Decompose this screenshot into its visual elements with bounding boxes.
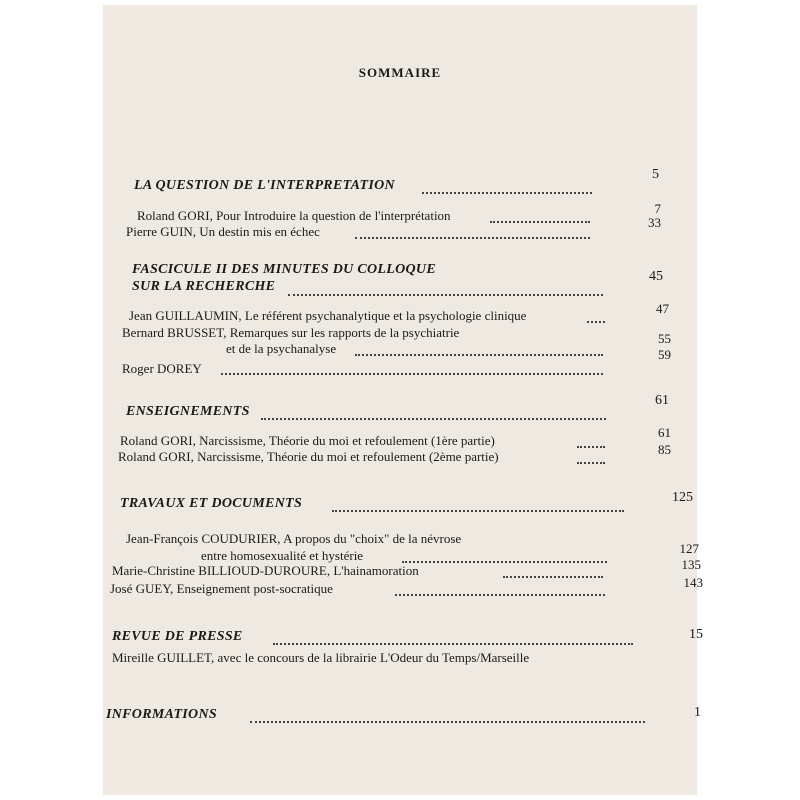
entry-page-number: 33 bbox=[648, 215, 661, 230]
entry-page-number: 59 bbox=[658, 347, 671, 362]
leader-dots bbox=[503, 576, 603, 578]
leader-dots bbox=[587, 321, 605, 323]
section-page-number: 15 bbox=[689, 627, 703, 642]
toc-entry: Pierre GUIN, Un destin mis en échec bbox=[126, 224, 320, 239]
section-page-number: 5 bbox=[652, 167, 659, 182]
section-title-informations: INFORMATIONS bbox=[106, 707, 217, 722]
toc-entry: Jean GUILLAUMIN, Le référent psychanalytique et la psychologie clinique bbox=[129, 308, 527, 323]
leader-dots bbox=[221, 373, 603, 375]
toc-entry-continuation: et de la psychanalyse bbox=[226, 341, 337, 356]
leader-dots bbox=[273, 643, 633, 645]
leader-dots bbox=[261, 418, 606, 420]
leader-dots bbox=[288, 294, 603, 296]
toc-entry: Roger DOREY bbox=[122, 361, 202, 376]
section-page-number: 1 bbox=[694, 705, 701, 720]
entry-page-number: 47 bbox=[656, 301, 669, 316]
toc-entry: Roland GORI, Narcissisme, Théorie du moi et refoulement (1ère partie) bbox=[120, 433, 495, 448]
section-page-number: 45 bbox=[649, 269, 663, 284]
section-title-enseignements: ENSEIGNEMENTS bbox=[126, 404, 250, 419]
toc-entry: Jean-François COUDURIER, A propos du "choix" de la névrose bbox=[126, 531, 462, 546]
entry-page-number: 85 bbox=[658, 442, 671, 457]
leader-dots bbox=[395, 594, 605, 596]
entry-page-number: 55 bbox=[658, 331, 671, 346]
section-page-number: 61 bbox=[655, 393, 669, 408]
leader-dots bbox=[422, 192, 592, 194]
toc-entry-continuation: entre homosexualité et hystérie bbox=[201, 548, 364, 563]
entry-page-number: 7 bbox=[654, 201, 661, 216]
document-page bbox=[103, 5, 703, 795]
page-title: SOMMAIRE bbox=[358, 65, 442, 80]
entry-page-number: 127 bbox=[679, 541, 699, 556]
leader-dots bbox=[577, 446, 605, 448]
toc-entry: Mireille GUILLET, avec le concours de la librairie L'Odeur du Temps/Marseille bbox=[112, 650, 530, 665]
section-title-fascicule: FASCICULE II DES MINUTES DU COLLOQUE bbox=[132, 262, 436, 277]
section-title-revue-de-presse: REVUE DE PRESSE bbox=[112, 629, 243, 644]
entry-page-number: 143 bbox=[683, 575, 703, 590]
section-title-interpretation: LA QUESTION DE L'INTERPRETATION bbox=[134, 178, 395, 193]
toc-entry: Marie-Christine BILLIOUD-DUROURE, L'hainamoration bbox=[112, 563, 419, 578]
leader-dots bbox=[402, 561, 607, 563]
toc-entry: Roland GORI, Narcissisme, Théorie du moi et refoulement (2ème partie) bbox=[118, 449, 499, 464]
section-title-travaux: TRAVAUX ET DOCUMENTS bbox=[120, 496, 303, 511]
leader-dots bbox=[577, 462, 605, 464]
entry-page-number: 135 bbox=[681, 557, 701, 572]
toc-entry: Bernard BRUSSET, Remarques sur les rapports de la psychiatrie bbox=[122, 325, 460, 340]
section-title-fascicule-line2: SUR LA RECHERCHE bbox=[132, 279, 276, 294]
leader-dots bbox=[332, 510, 624, 512]
leader-dots bbox=[355, 237, 590, 239]
section-page-number: 125 bbox=[672, 490, 693, 505]
leader-dots bbox=[250, 721, 645, 723]
leader-dots bbox=[490, 221, 590, 223]
leader-dots bbox=[355, 354, 603, 356]
toc-entry: José GUEY, Enseignement post-socratique bbox=[110, 581, 333, 596]
entry-page-number: 61 bbox=[658, 425, 671, 440]
toc-entry: Roland GORI, Pour Introduire la question de l'interprétation bbox=[137, 208, 451, 223]
